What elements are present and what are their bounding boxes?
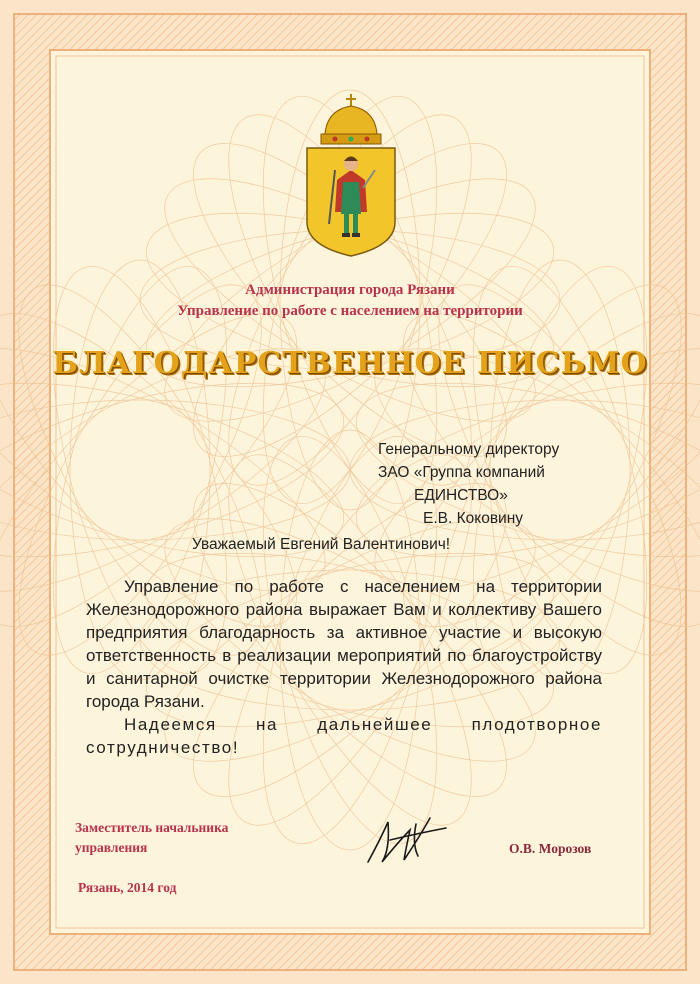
- signatory-position: управления: [75, 840, 148, 855]
- addressee-line: Генеральному директору: [378, 441, 560, 458]
- place-and-date: Рязань, 2014 год: [78, 880, 177, 895]
- ryazan-coat-of-arms-icon: [305, 92, 397, 258]
- signatory-position: Заместитель начальника: [75, 820, 229, 835]
- handwritten-signature-icon: [360, 810, 450, 870]
- greeting: Уважаемый Евгений Валентинович!: [192, 536, 451, 553]
- letter-body: [86, 575, 602, 759]
- header-department: Управление по работе с населением на территории: [177, 303, 523, 319]
- signatory-name: О.В. Морозов: [509, 841, 592, 856]
- body-paragraph: Надеемся на дальнейшее плодотворное сотрудничество!: [86, 715, 602, 757]
- addressee-line: ЕДИНСТВО»: [414, 487, 508, 504]
- header-organization: Администрация города Рязани: [245, 282, 455, 298]
- body-paragraph: Управление по работе с населением на территории Железнодорожного района выражает Вам и коллективу Вашего предприятия благодарность за активное участие и высокую ответственность в реализации мероприятий по благоустройству и санитарной очистке территории Железнодорожного района города Рязани.: [86, 577, 602, 711]
- document-title: БЛАГОДАРСТВЕННОЕ ПИСЬМО: [52, 346, 648, 381]
- addressee-line: Е.В. Коковину: [423, 510, 524, 527]
- addressee-line: ЗАО «Группа компаний: [378, 464, 545, 481]
- addressee-block: [378, 438, 559, 530]
